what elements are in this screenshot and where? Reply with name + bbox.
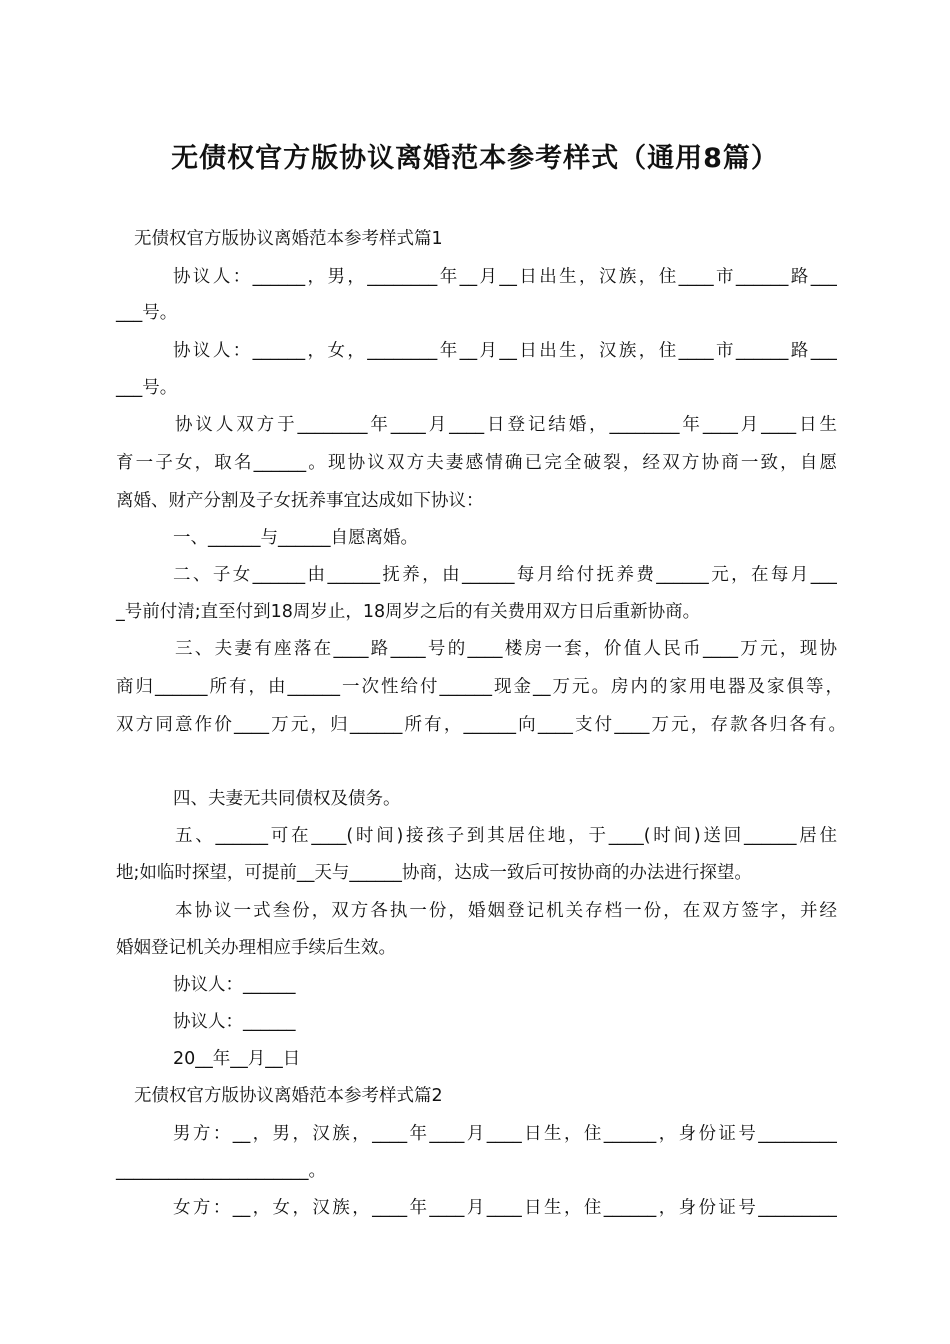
- paragraph-marriage-line-1: 协议人双方于________年____月____日登记结婚，________年____月____日生: [175, 415, 837, 435]
- section-heading-1: 无债权官方版协议离婚范本参考样式篇1: [134, 229, 443, 249]
- clause-2-line-1: 二、子女______由______抚养，由______每月给付抚养费______元，在每月___: [173, 565, 837, 585]
- effect-line-2: 婚姻登记机关办理相应手续后生效。: [116, 938, 396, 958]
- female-party-line: 女方：__，女，汉族，____年____月____日生，住______，身份证号_________: [173, 1198, 837, 1218]
- clause-5-line-2: 地;如临时探望，可提前__天与______协商，达成一致后可按协商的办法进行探望。: [116, 863, 752, 883]
- party-male-line-cont: ___号。: [116, 303, 178, 323]
- clause-3-line-3: 双方同意作价____万元，归______所有，______向____支付____万元，存款各归各有。: [116, 715, 846, 735]
- clause-5-line-1: 五、______可在____(时间)接孩子到其居住地，于____(时间)送回______居住: [175, 826, 837, 846]
- paragraph-marriage-line-3: 离婚、财产分割及子女抚养事宜达成如下协议：: [116, 491, 484, 511]
- clause-3-line-1: 三、夫妻有座落在____路____号的____楼房一套，价值人民币____万元，现协: [175, 639, 837, 659]
- signature-party-1: 协议人：______: [173, 975, 296, 995]
- signature-party-2: 协议人：______: [173, 1012, 296, 1032]
- section-heading-2: 无债权官方版协议离婚范本参考样式篇2: [134, 1086, 443, 1106]
- paragraph-marriage-line-2: 育一子女，取名______。现协议双方夫妻感情确已完全破裂，经双方协商一致，自愿: [116, 453, 837, 473]
- document-title: 无债权官方版协议离婚范本参考样式（通用8篇）: [171, 143, 779, 174]
- party-male-line: 协议人：______，男，________年__月__日出生，汉族，住____市______路___: [173, 267, 837, 287]
- clause-1: 一、______与______自愿离婚。: [173, 528, 418, 548]
- male-party-line-cont: ______________________。: [116, 1161, 326, 1181]
- party-female-line-cont: ___号。: [116, 378, 178, 398]
- effect-line-1: 本协议一式叁份，双方各执一份，婚姻登记机关存档一份，在双方签字，并经: [175, 901, 837, 921]
- signature-date: 20__年__月__日: [173, 1049, 301, 1069]
- party-female-line: 协议人：______，女，________年__月__日出生，汉族，住____市______路___: [173, 341, 837, 361]
- clause-3-line-2: 商归______所有，由______一次性给付______现金__万元。房内的家用电器及家俱等，: [116, 677, 843, 697]
- clause-4: 四、夫妻无共同债权及债务。: [173, 789, 401, 809]
- clause-2-line-2: _号前付清;直至付到18周岁止，18周岁之后的有关费用双方日后重新协商。: [116, 602, 701, 622]
- male-party-line: 男方：__，男，汉族，____年____月____日生，住______，身份证号_________: [173, 1124, 837, 1144]
